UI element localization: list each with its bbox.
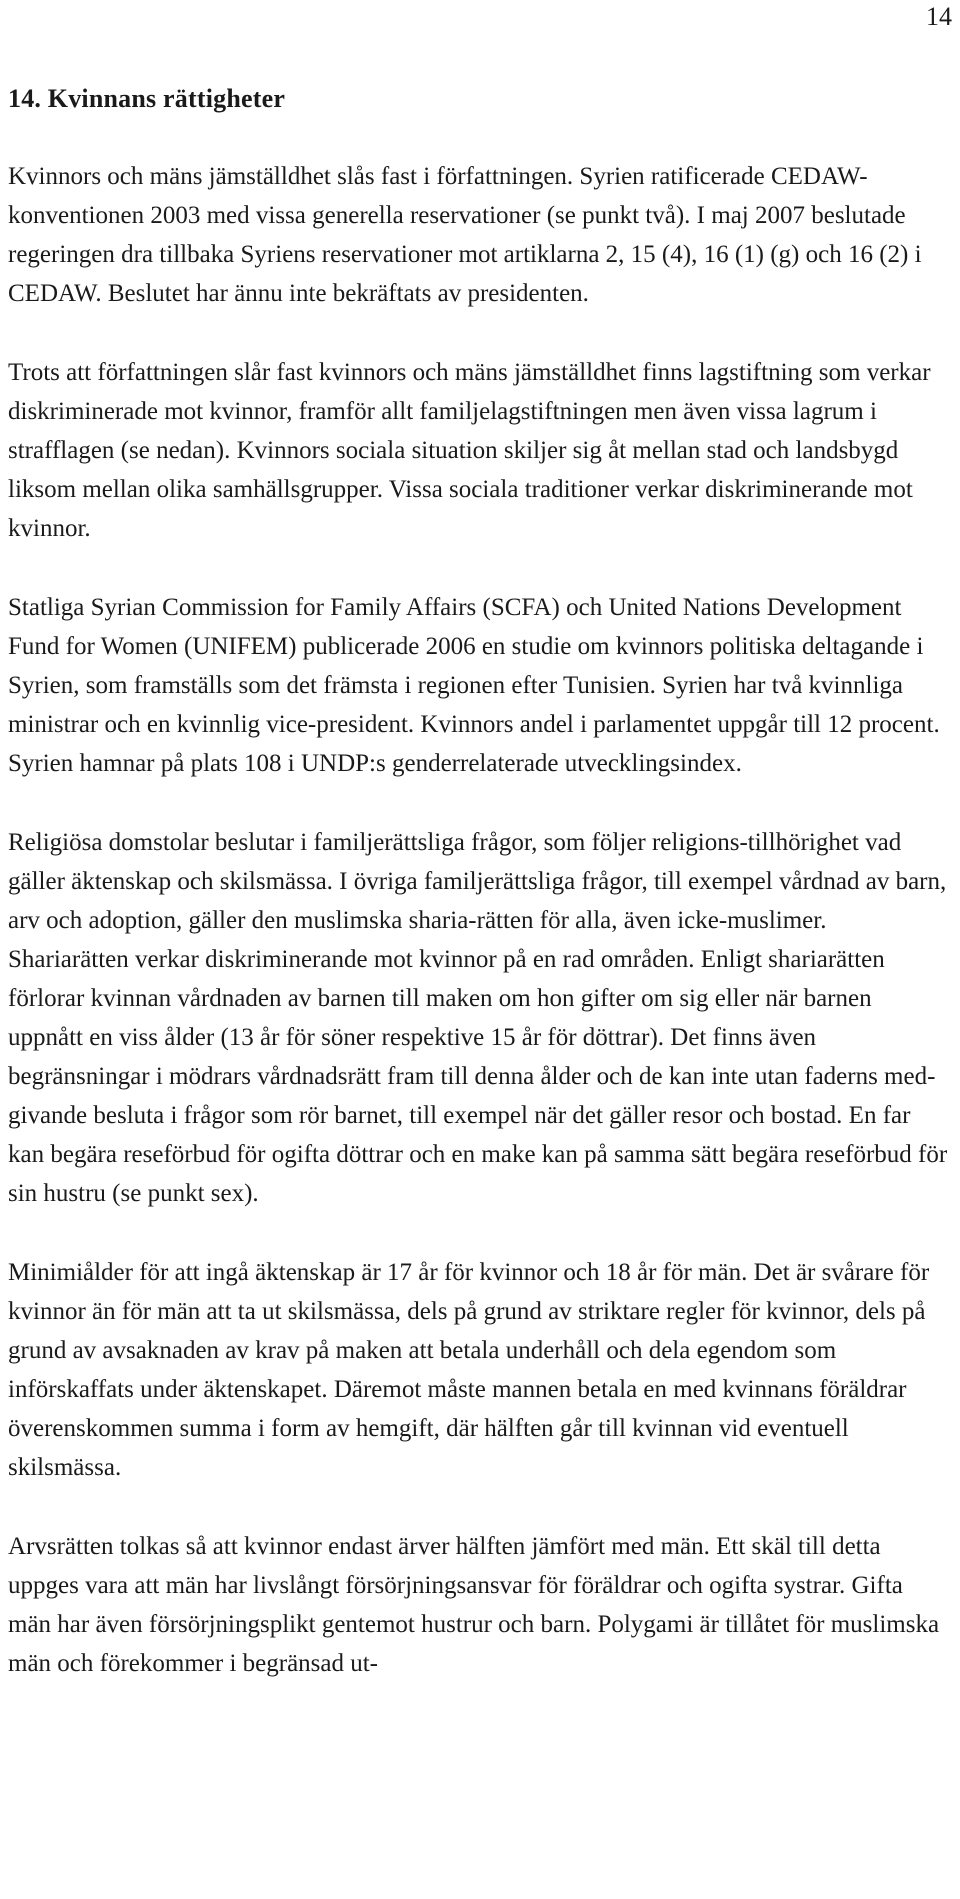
- document-body: [8, 157, 952, 1723]
- paragraph: Trots att författningen slår fast kvinnors och mäns jämställdhet finns lagstiftning som verkar diskriminerade mot kvinnor, framför allt familjelagstiftningen men även vissa lagrum i strafflagen (se nedan). Kvinnors sociala situation skiljer sig åt mellan stad och landsbygd liksom mellan olika samhällsgrupper. Vissa sociala traditioner verkar diskriminerande mot kvinnor.: [8, 359, 931, 542]
- paragraph: Kvinnors och mäns jämställdhet slås fast i författningen. Syrien ratificerade CEDAW-konventionen 2003 med vissa generella reservationer (se punkt två). I maj 2007 beslutade regeringen dra tillbaka Syriens reservationer mot artiklarna 2, 15 (4), 16 (1) (g) och 16 (2) i CEDAW. Beslutet har ännu inte bekräftats av presidenten.: [8, 163, 922, 307]
- section-heading: 14. Kvinnans rättigheter: [8, 84, 286, 113]
- paragraph: Religiösa domstolar beslutar i familjerättsliga frågor, som följer religions-tillhörighet vad gäller äktenskap och skilsmässa. I övriga familjerättsliga frågor, till exempel vårdnad av barn, arv och adoption, gäller den muslimska sharia-rätten för alla, även icke-muslimer. Shariarätten verkar diskriminerande mot kvinnor på en rad områden. Enligt shariarätten förlorar kvinnan vårdnaden av barnen till maken om hon gifter om sig eller när barnen uppnått en viss ålder (13 år för söner respektive 15 år för döttrar). Det finns även begränsningar i mödrars vårdnadsrätt fram till denna ålder och de kan inte utan faderns med-givande besluta i frågor som rör barnet, till exempel när det gäller resor och bostad. En far kan begära reseförbud för ogifta döttrar och en make kan på samma sätt begära reseförbud för sin hustru (se punkt sex).: [8, 829, 948, 1207]
- paragraph: Minimiålder för att ingå äktenskap är 17 år för kvinnor och 18 år för män. Det är svårare för kvinnor än för män att ta ut skilsmässa, dels på grund av striktare regler för kvinnor, dels på grund av avsaknaden av krav på maken att betala underhåll och dela egendom som införskaffats under äktenskapet. Däremot måste mannen betala en med kvinnans föräldrar överenskommen summa i form av hemgift, där hälften går till kvinnan vid eventuell skilsmässa.: [8, 1259, 930, 1481]
- paragraph: Statliga Syrian Commission for Family Affairs (SCFA) och United Nations Development Fund for Women (UNIFEM) publicerade 2006 en studie om kvinnors politiska deltagande i Syrien, som framställs som det främsta i regionen efter Tunisien. Syrien har två kvinnliga ministrar och en kvinnlig vice-president. Kvinnors andel i parlamentet uppgår till 12 procent. Syrien hamnar på plats 108 i UNDP:s genderrelaterade utvecklingsindex.: [8, 594, 940, 777]
- paragraph: Arvsrätten tolkas så att kvinnor endast ärver hälften jämfört med män. Ett skäl till detta uppges vara att män har livslångt försörjningsansvar för föräldrar och ogifta systrar. Gifta män har även försörjningsplikt gentemot hustrur och barn. Polygami är tillåtet för muslimska män och förekommer i begränsad ut-: [8, 1533, 940, 1677]
- page-number: 14: [926, 2, 952, 31]
